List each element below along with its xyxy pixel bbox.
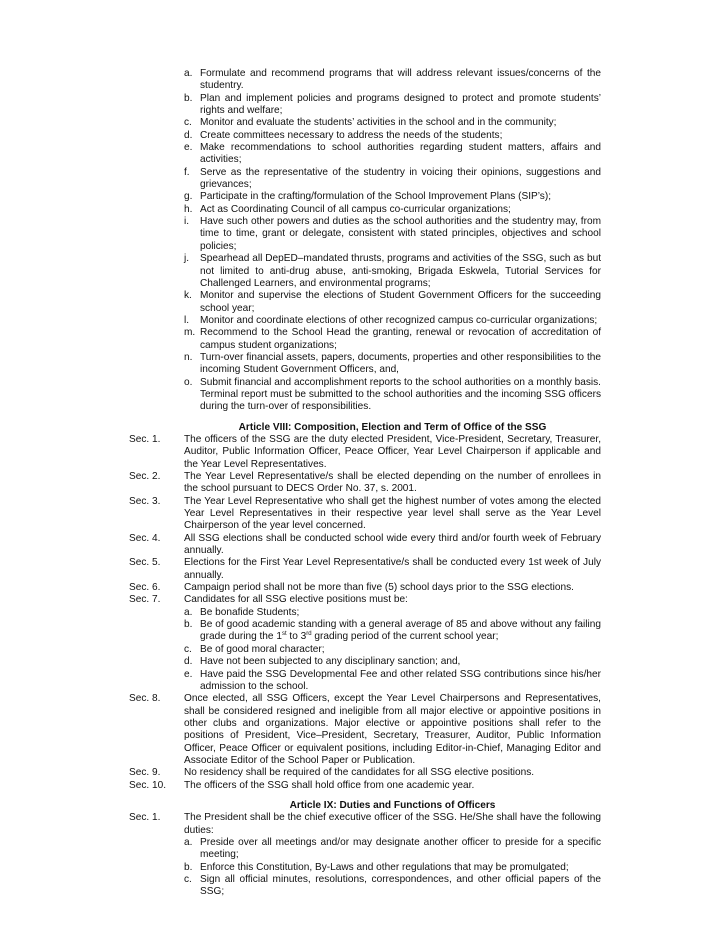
section-text: Elections for the First Year Level Representative/s shall be conducted every 1st week of July annually. — [184, 557, 601, 581]
section — [0, 557, 728, 582]
section-text: No residency shall be required of the candidates for all SSG elective positions. — [184, 767, 535, 779]
list-item — [0, 669, 728, 694]
list-item — [0, 216, 728, 253]
list-item — [0, 862, 728, 874]
text-part: Be of good academic standing with a general average of 85 and above without any failing grade during the 1 — [200, 619, 601, 643]
article-viii-heading: Article VIII: Composition, Election and Term of Office of the SSG — [238, 421, 547, 433]
list-text: Act as Coordinating Council of all campus co-curricular organizations; — [200, 203, 511, 215]
section-number: Sec. 2. — [129, 471, 161, 482]
list-text: Submit financial and accomplishment reports to the school authorities on a monthly basis. Terminal report must be submitted to the school authorities and the incoming SSG officers during the turn-over of responsibilities. — [200, 376, 601, 413]
list-item — [0, 327, 728, 352]
list-text: Have paid the SSG Developmental Fee and other related SSG contributions since his/her admission to the school. — [200, 668, 601, 692]
list-text: Serve as the representative of the studentry in voicing their opinions, suggestions and grievances; — [200, 166, 601, 191]
list-marker: d. — [184, 656, 193, 668]
superscript: st — [281, 631, 287, 638]
document-page — [0, 68, 728, 899]
list-item — [0, 191, 728, 203]
text-part: to 3 — [286, 631, 307, 643]
section-text: The President shall be the chief executive officer of the SSG. He/She shall have the following duties: — [184, 812, 601, 836]
section-text: Once elected, all SSG Officers, except the Year Level Chairpersons and Representatives, shall be considered resigned and ineligible from all major elective or appointive positions in other clubs and organizations. Major elective or appointive positions shall refer to the positions of President, Vice–President, Secretary, Treasurer, Auditor, Public Information Officer, Peace Officer or equivalent positions, including Editor-in-Chief, Managing Editor and Associate Editor of the School Paper or Publication. — [184, 693, 601, 766]
list-text: Recommend to the School Head the granting, renewal or revocation of accreditation of campus student organizations; — [200, 327, 601, 351]
list-text: Plan and implement policies and programs designed to protect and promote students’ rights and welfare; — [200, 92, 601, 117]
section — [0, 582, 728, 594]
list-text: Monitor and coordinate elections of other recognized campus co-curricular organizations; — [200, 314, 598, 326]
list-text: Preside over all meetings and/or may designate another officer to preside for a specific meeting; — [200, 836, 601, 861]
section-text: The Year Level Representative/s shall be elected depending on the number of enrollees in the school pursuant to DECS Order No. 37, s. 2001. — [184, 471, 601, 495]
list-text: Create committees necessary to address the needs of the students; — [200, 129, 503, 141]
list-item — [0, 68, 728, 93]
list-marker: i. — [184, 216, 190, 228]
list-text: Participate in the crafting/formulation of the School Improvement Plans (SIP’s); — [200, 191, 552, 203]
section — [0, 594, 728, 606]
list-marker: n. — [184, 351, 193, 363]
list-item — [0, 619, 728, 644]
list-marker: e. — [184, 142, 193, 154]
list-item — [0, 290, 728, 315]
list-item — [0, 204, 728, 216]
list-item — [0, 167, 728, 192]
section-number: Sec. 10. — [129, 779, 167, 791]
list-marker: l. — [184, 314, 190, 326]
list-marker: b. — [184, 92, 193, 104]
list-text: Enforce this Constitution, By-Laws and other regulations that may be promulgated; — [200, 861, 569, 873]
list-marker: a. — [184, 68, 193, 79]
section — [0, 496, 728, 533]
list-text: Turn-over financial assets, papers, documents, properties and other responsibilities to the incoming Student Government Officers, and, — [200, 351, 601, 376]
list-item — [0, 644, 728, 656]
powers-list — [0, 68, 728, 414]
list-text: Monitor and evaluate the students’ activities in the school and in the community; — [200, 117, 557, 129]
list-item — [0, 93, 728, 118]
list-marker: f. — [184, 166, 190, 178]
section — [0, 693, 728, 767]
section-text: Campaign period shall not be more than five (5) school days prior to the SSG elections. — [184, 582, 574, 594]
list-item — [0, 130, 728, 142]
section — [0, 471, 728, 496]
section-number: Sec. 3. — [129, 495, 161, 507]
list-marker: a. — [184, 836, 193, 848]
list-text: Be of good moral character; — [200, 643, 325, 655]
section-number: Sec. 9. — [129, 767, 161, 779]
section-number: Sec. 1. — [129, 812, 161, 824]
list-marker: c. — [184, 874, 192, 885]
list-marker: h. — [184, 203, 193, 215]
section — [0, 434, 728, 471]
list-item — [0, 837, 728, 862]
list-marker: k. — [184, 290, 192, 302]
list-marker: j. — [184, 253, 190, 265]
list-item — [0, 142, 728, 167]
list-item — [0, 253, 728, 290]
list-marker: a. — [184, 606, 193, 618]
list-marker: d. — [184, 129, 193, 141]
section-text: The officers of the SSG are the duty elected President, Vice-President, Secretary, Treasurer, Auditor, Public Information Officer, Peace Officer, Year Level Chairperson if applicable and the Year Level Representatives. — [184, 433, 601, 470]
article-ix-heading: Article IX: Duties and Functions of Officers — [289, 799, 496, 811]
section — [0, 533, 728, 558]
text-part: grading period of the current school year; — [311, 631, 499, 643]
list-text: Have not been subjected to any disciplinary sanction; and, — [200, 656, 461, 668]
section — [0, 767, 728, 779]
list-marker: c. — [184, 643, 192, 655]
section-number: Sec. 5. — [129, 557, 161, 569]
section — [0, 780, 728, 792]
list-text: Monitor and supervise the elections of Student Government Officers for the succeeding school year; — [200, 290, 601, 314]
list-text: Make recommendations to school authorities regarding student matters, affairs and activities; — [200, 142, 601, 166]
section-text: The officers of the SSG shall hold office from one academic year. — [184, 779, 475, 791]
list-text: Spearhead all DepED–mandated thrusts, programs and activities of the SSG, such as but not limited to anti-drug abuse, anti-smoking, Brigada Eskwela, Tutorial Services for Challenged Learners, and environmental programs; — [200, 253, 601, 289]
list-marker: e. — [184, 668, 193, 680]
section-number: Sec. 7. — [129, 594, 161, 606]
list-item — [0, 315, 728, 327]
list-marker: m. — [184, 327, 196, 339]
section-text: Candidates for all SSG elective positions must be: — [184, 594, 408, 606]
list-item — [0, 656, 728, 668]
list-marker: c. — [184, 117, 192, 129]
list-marker: b. — [184, 619, 193, 631]
list-item — [0, 117, 728, 129]
list-text: Sign all official minutes, resolutions, correspondences, and other official papers of the SSG; — [200, 874, 601, 898]
list-item — [0, 377, 728, 414]
superscript: rd — [306, 631, 312, 638]
section-number: Sec. 8. — [129, 693, 161, 705]
section-number: Sec. 4. — [129, 532, 161, 544]
section-text: All SSG elections shall be conducted school wide every third and/or fourth week of February annually. — [184, 532, 601, 557]
section-number: Sec. 6. — [129, 582, 161, 594]
list-text: Have such other powers and duties as the school authorities and the studentry may, from time to time, grant or delegate, consistent with stated principles, objectives and school policies; — [200, 216, 601, 252]
article-ix-sections — [0, 812, 728, 898]
article-viii-sections — [0, 434, 728, 792]
list-marker: o. — [184, 376, 193, 388]
section-text: The Year Level Representative who shall get the highest number of votes among the elected Year Level Representatives in their respective year level shall serve as the Year Level Chairperson of the year level concerned. — [184, 495, 601, 532]
list-text: Be bonafide Students; — [200, 606, 300, 618]
list-item — [0, 607, 728, 619]
list-marker: b. — [184, 861, 193, 873]
list-text — [200, 619, 601, 642]
list-item — [0, 352, 728, 377]
list-item — [0, 874, 728, 899]
section — [0, 812, 728, 837]
list-marker: g. — [184, 191, 193, 203]
list-text: Formulate and recommend programs that will address relevant issues/concerns of the studentry. — [200, 68, 601, 92]
section-number: Sec. 1. — [129, 433, 161, 445]
